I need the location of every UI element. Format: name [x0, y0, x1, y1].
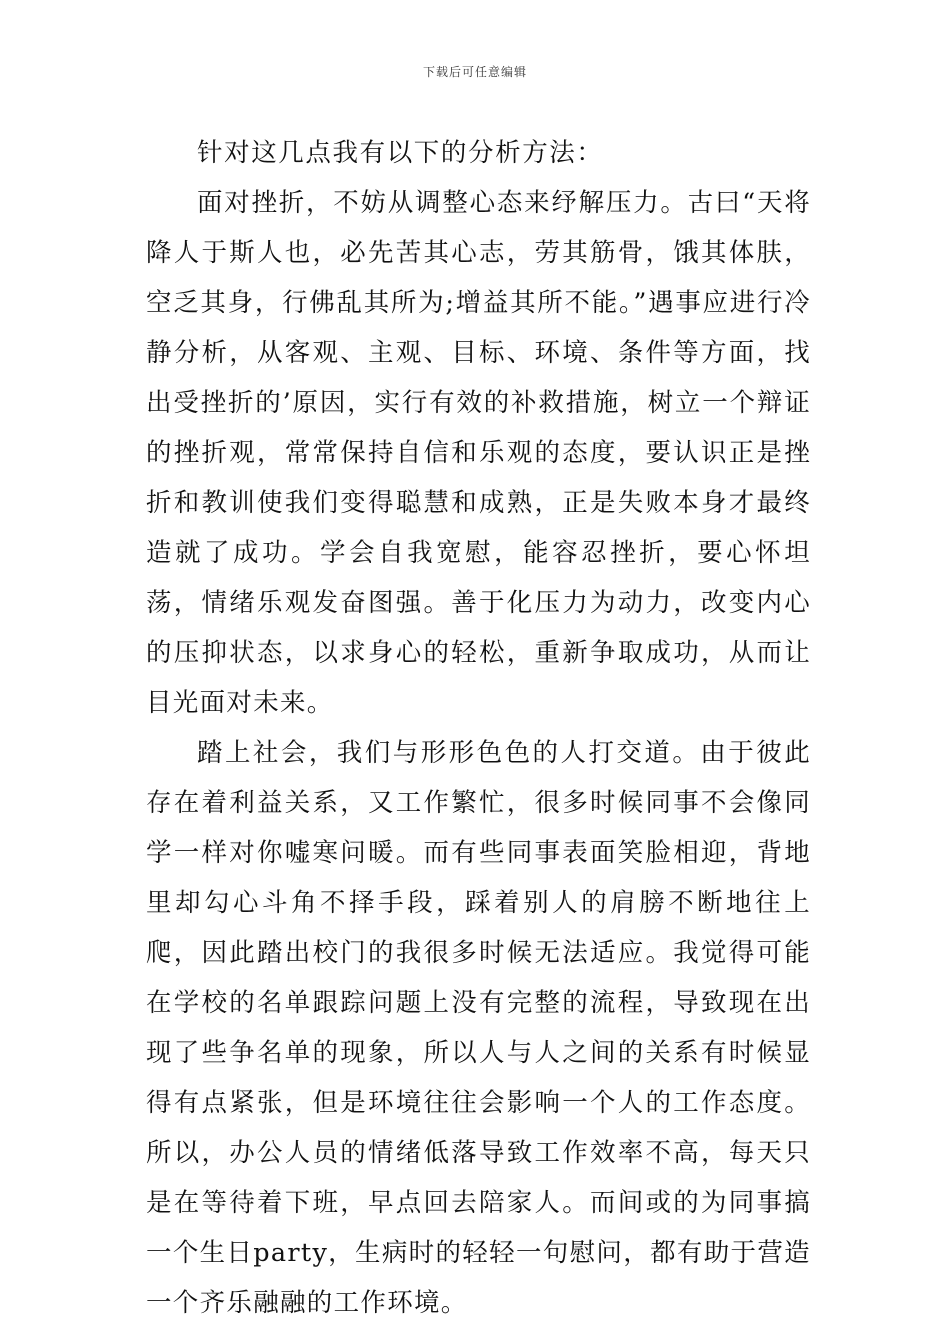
document-body	[146, 128, 811, 1328]
paragraph-intro: 针对这几点我有以下的分析方法：	[197, 138, 604, 168]
paragraph-frustration: 面对挫折，不妨从调整心态来纾解压力。古曰“天将降人于斯人也，必先苦其心志，劳其筋骨，饿其体肤，空乏其身，行佛乱其所为;增益其所不能。”遇事应进行冷静分析，从客观、主观、目标、环境、条件等方面，找出受挫折的’原因，实行有效的补救措施，树立一个辩证的挫折观，常常保持自信和乐观的态度，要认识正是挫折和教训使我们变得聪慧和成熟，正是失败本身才最终造就了成功。学会自我宽慰，能容忍挫折，要心怀坦荡，情绪乐观发奋图强。善于化压力为动力，改变内心的压抑状态，以求身心的轻松，重新争取成功，从而让目光面对未来。	[146, 188, 811, 718]
page-header-note: 下载后可任意编辑	[422, 65, 527, 79]
paragraph-workplace: 踏上社会，我们与形形色色的人打交道。由于彼此存在着利益关系，又工作繁忙，很多时候同事不会像同学一样对你嘘寒问暖。而有些同事表面笑脸相迎，背地里却勾心斗角不择手段，踩着别人的肩膀不断地往上爬，因此踏出校门的我很多时候无法适应。我觉得可能在学校的名单跟踪问题上没有完整的流程，导致现在出现了些争名单的现象，所以人与人之间的关系有时候显得有点紧张，但是环境往往会影响一个人的工作态度。所以，办公人员的情绪低落导致工作效率不高，每天只是在等待着下班，早点回去陪家人。而间或的为同事搞一个生日party，生病时的轻轻一句慰问，都有助于营造一个齐乐融融的工作环境。	[146, 738, 811, 1318]
